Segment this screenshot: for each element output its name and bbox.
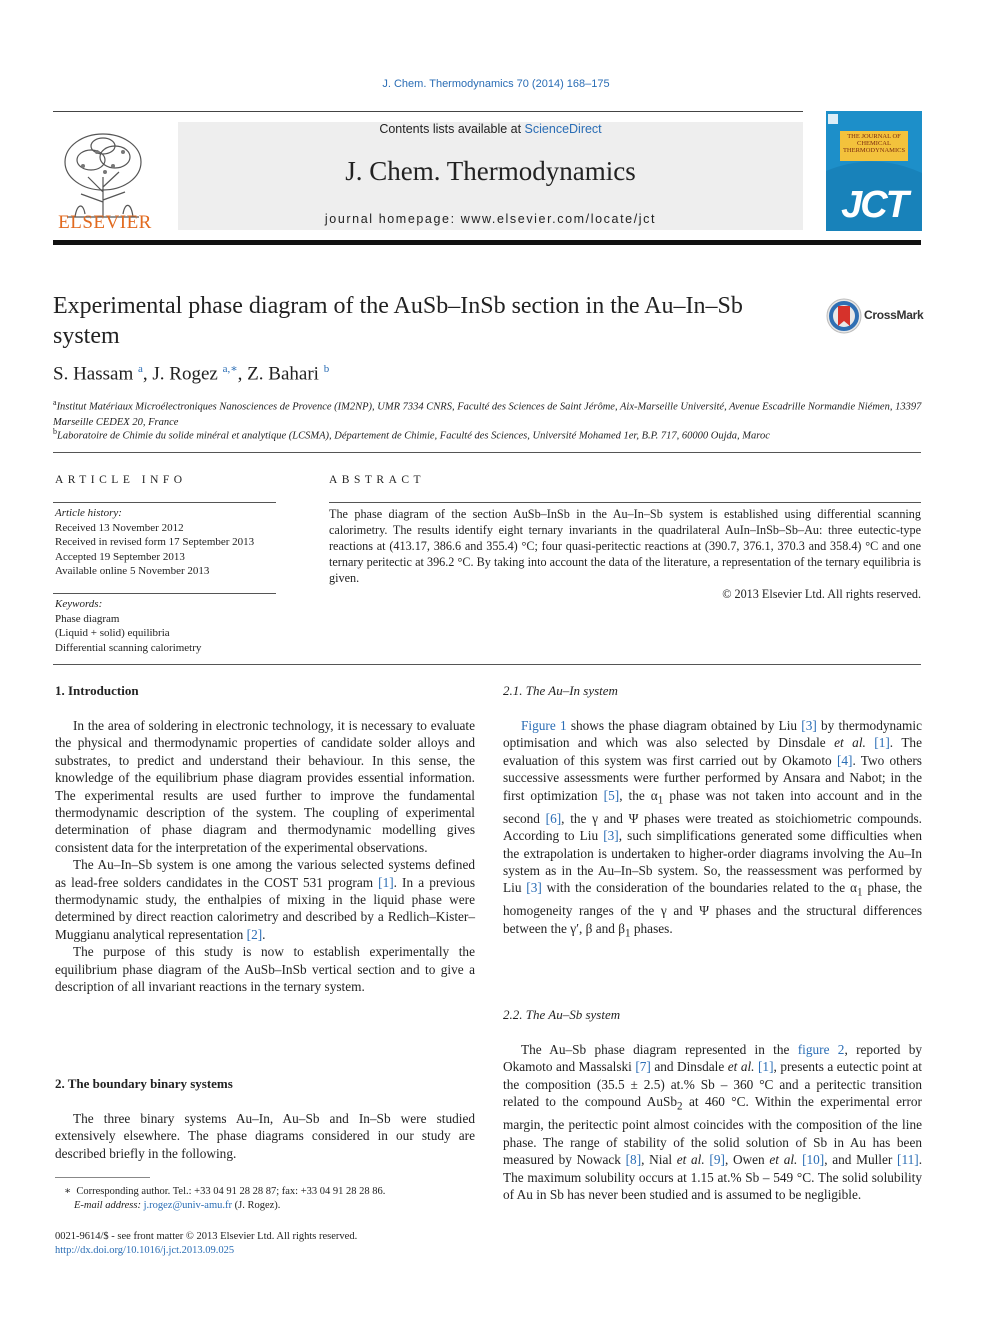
divider: [53, 664, 921, 665]
issn-line: 0021-9614/$ - see front matter © 2013 Elsevier Ltd. All rights reserved.: [55, 1231, 358, 1242]
citation-link[interactable]: [1]: [758, 1059, 774, 1075]
citation-link[interactable]: [1]: [874, 735, 890, 751]
au-in-body: [503, 717, 922, 943]
footnote-rule: [55, 1177, 150, 1178]
paragraph: In the area of soldering in electronic technology, it is necessary to evaluate the physical and thermodynamic properties of candidate solder alloys and substrates, to predict and understand their behaviour. In this sense, the knowledge of the equilibrium phase diagram provides essential information. The experimental results are used further to improve the fundamental thermodynamic description of the system. The coupling of experimental determination of phase diagram and thermodynamic modelling gives consistent data for the interpretation of the experimental observations.: [55, 718, 475, 855]
paragraph: The purpose of this study is now to establish experimentally the equilibrium phase diagram of the AuSb–InSb vertical section and to give a description of all invariant reactions in the ternary system.: [55, 944, 475, 995]
author-name: J. Rogez: [152, 363, 218, 385]
history-item: Accepted 19 September 2013: [55, 550, 185, 563]
crossmark-icon[interactable]: [826, 298, 862, 334]
citation-link[interactable]: [7]: [635, 1059, 651, 1075]
citation-link[interactable]: [6]: [545, 810, 562, 826]
subsection-heading-au-in: 2.1. The Au–In system: [503, 683, 618, 698]
introduction-body: [55, 717, 475, 996]
top-rule: [53, 111, 803, 112]
abstract-heading: ABSTRACT: [329, 474, 426, 486]
article-title: Experimental phase diagram of the AuSb–InSb section in the Au–In–Sb system: [53, 293, 743, 349]
publisher-name: ELSEVIER: [58, 212, 152, 233]
subsection-heading-au-sb: 2.2. The Au–Sb system: [503, 1007, 621, 1022]
author-affil-sup[interactable]: b: [323, 363, 330, 375]
email-link[interactable]: j.rogez@univ-amu.fr: [143, 1200, 232, 1211]
keyword-item: Phase diagram: [55, 612, 120, 625]
author-affil-sup[interactable]: a,∗: [222, 363, 238, 375]
sciencedirect-link[interactable]: ScienceDirect: [524, 122, 602, 136]
history-item: Received 13 November 2012: [55, 521, 184, 534]
history-item: Available online 5 November 2013: [55, 565, 210, 577]
doi-link[interactable]: http://dx.doi.org/10.1016/j.jct.2013.09.025: [55, 1245, 235, 1256]
section-heading-binary-systems: 2. The boundary binary systems: [55, 1076, 233, 1091]
citation-link[interactable]: [2]: [246, 926, 263, 942]
citation-link[interactable]: [10]: [802, 1152, 825, 1168]
citation-link[interactable]: [3]: [526, 880, 542, 896]
keyword-item: Differential scanning calorimetry: [55, 641, 202, 654]
contents-line: Contents lists available at ScienceDirect: [379, 122, 602, 136]
citation-link[interactable]: [1]: [378, 874, 394, 890]
section-heading-introduction: 1. Introduction: [55, 683, 139, 698]
citation-link[interactable]: [4]: [836, 752, 853, 768]
divider: [53, 452, 921, 453]
paragraph: The Au–Sb phase diagram represented in the figure 2, reported by Okamoto and Massalski [7] and Dinsdale et al. [1], presents a eutectic point at the composition (35.5 ± 2.5) at.% Sb – 360 °C and a peritectic transition related to the compound AuSb$_2$ at 460 °C. Within the experimental error margin, the peritectic point almost coincides with the composition of the line phase. The range of stability of the solid solution of Sb in Au has been measured by Nowack [8], Nial et al. [9], Owen et al. [10], and Muller [11]. The maximum solubility occurs at 1.15 at.% Sb – 549 °C. The solid solubility of Au in Sb has never been studied and is assumed to be negligible.: [503, 1042, 923, 1202]
paragraph: Figure 1 shows the phase diagram obtained by Liu [3] by thermodynamic optimisation and which was also selected by Dinsdale et al. [1]. The evaluation of this system was first carried out by Okamoto [4]. Two others successive assessments were further performed by Ansara and Nabot; in the first optimization [5], the $\alpha_1$ phase was not taken into account and in the second [6], the γ and Ψ phases were treated as stoichiometric compounds. According to Liu [3], such simplifications generated some difficulties when the extrapolation is undertaken to higher-order diagrams involving the Au–In system as in the Au–In–Sb system. So, the reassessment was performed by Liu [3] with the consideration of the boundaries related to the $\alpha_1$ phase, the homogeneity ranges of the γ and Ψ phases and the structural differences between the γ′, β and $\beta_1$ phases.: [503, 718, 923, 940]
abstract-copyright: © 2013 Elsevier Ltd. All rights reserved.: [722, 587, 921, 601]
figure-link[interactable]: figure 2: [797, 1042, 845, 1057]
journal-homepage: journal homepage: www.elsevier.com/locate/jct: [324, 212, 657, 226]
author-name: S. Hassam: [53, 363, 134, 385]
article-history: Article history: Received 13 November 2012 Received in revised form 17 September 2013 Accepted 19 September 2013 Available online 5 November 2013: [55, 506, 277, 579]
citation-link[interactable]: [3]: [801, 718, 817, 733]
history-item: Received in revised form 17 September 2013: [55, 536, 255, 548]
citation-link[interactable]: [9]: [709, 1152, 725, 1168]
paragraph: The three binary systems Au–In, Au–Sb and In–Sb were studied extensively elsewhere. The phase diagrams considered in our study are described briefly in the following.: [55, 1111, 475, 1161]
citation-link[interactable]: [8]: [625, 1152, 642, 1168]
au-sb-body: [503, 1041, 922, 1203]
keyword-item: (Liquid + solid) equilibria: [55, 627, 170, 639]
header-rule: [53, 240, 921, 245]
crossmark-label[interactable]: CrossMark: [864, 308, 924, 322]
author-list: S. Hassam $^a$, J. Rogez $^{a,∗}$, Z. Bahari $^b$: [53, 363, 330, 385]
cover-title: THE JOURNAL OF CHEMICAL THERMODYNAMICS: [840, 131, 908, 161]
figure-link[interactable]: Figure 1: [521, 718, 567, 733]
corresponding-footnote: ∗ Corresponding author. Tel.: +33 04 91 28 28 87; fax: +33 04 91 28 28 86. E-mail address: j.rogez@univ-amu.fr (J. Rogez).: [64, 1186, 386, 1211]
affiliation-b: $^b$Laboratoire de Chimie du solide minéral et analytique (LCSMA), Département de Chimie, Faculté des Sciences, Université Mohamed 1er, B.P. 717, 60000 Oujda, Maroc: [53, 427, 770, 442]
article-info-heading: ARTICLE INFO: [55, 474, 187, 486]
journal-citation[interactable]: J. Chem. Thermodynamics 70 (2014) 168–175: [382, 78, 610, 90]
citation-link[interactable]: [3]: [603, 828, 619, 844]
author-name: Z. Bahari: [247, 363, 319, 385]
cover-logo: JCT: [841, 184, 907, 226]
abstract-text: The phase diagram of the section AuSb–InSb in the Au–In–Sb system is established using differential scanning calorimetry. The results identify eight ternary invariants in the quadrilateral AuIn–InSb–Sb–Au: three eutectic-type reactions at (413.17, 386.6 and 355.4) °C; four quasi-peritectic reactions at (390.7, 376.1, 370.3 and 358.4) °C and one ternary peritectic at 396.2 °C. By taking into account the data of the literature, a representation of the ternary equilibria is given.: [329, 507, 921, 585]
citation-link[interactable]: [5]: [603, 787, 620, 803]
author-affil-sup[interactable]: a: [137, 363, 143, 375]
journal-name: J. Chem. Thermodynamics: [345, 156, 636, 186]
affiliation-a: $^a$Institut Matériaux Microélectroniques Nanosciences de Provence (IM2NP), UMR 7334 CNRS, Faculté des Sciences de Saint Jérôme, Aix-Marseille Université, Avenue Escadrille Normandie Niémen, 13397 Marseille CEDEX 20, France: [53, 398, 922, 428]
divider: [53, 502, 276, 503]
divider: [329, 502, 921, 503]
homepage-url[interactable]: www.elsevier.com/locate/jct: [460, 212, 657, 226]
paragraph: The Au–In–Sb system is one among the various selected systems defined as lead-free solders candidates in the COST 531 program [1]. In a previous thermodynamic study, the enthalpies of mixing in the liquid phase were determined by direct reaction calorimetry and described by a Redlich–Kister–Muggianu analytical representation [2].: [55, 857, 475, 942]
keywords: Keywords: Phase diagram (Liquid + solid) equilibria Differential scanning calorimetry: [55, 597, 277, 655]
citation-link[interactable]: [11]: [897, 1152, 919, 1168]
front-matter: [55, 1230, 485, 1258]
divider: [53, 593, 276, 594]
binary-systems-body: [55, 1110, 475, 1162]
